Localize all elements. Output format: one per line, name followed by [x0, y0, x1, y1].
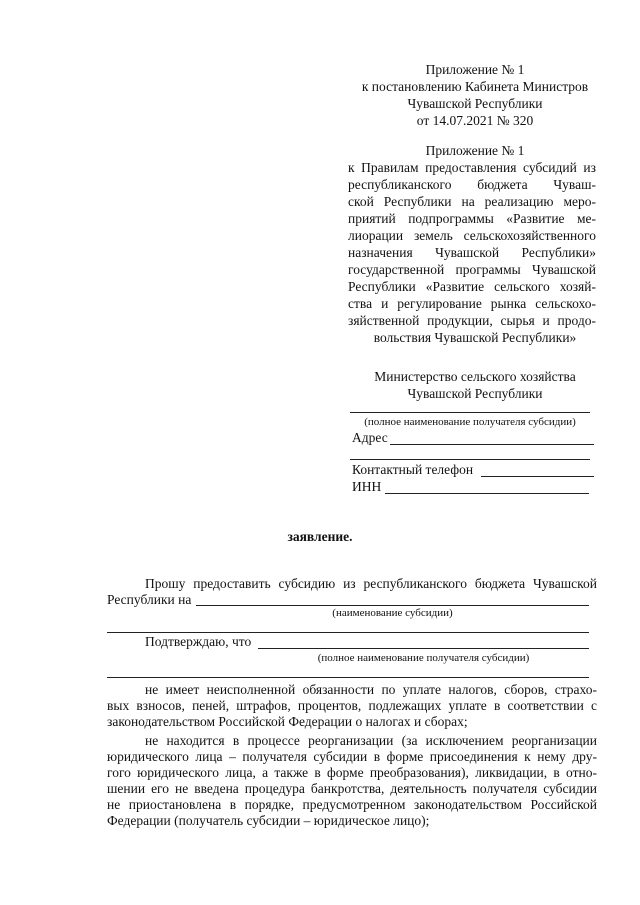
subsidy-name-caption: (наименование субсидии) — [332, 607, 453, 619]
rules-line: лиорации земель сельскохозяйственного — [348, 228, 596, 243]
rules-line: вольствия Чувашской Республики» — [373, 330, 577, 345]
inn-field[interactable] — [385, 493, 589, 494]
paragraph-line: вых взносов, пеней, штрафов, процентов, подлежащих уплате в соответствии с — [107, 698, 597, 713]
paragraph-line: законодательством Российской Федерации о налогах и сборах; — [107, 714, 468, 729]
rules-line: ской Республики на реализацию меро- — [348, 194, 596, 209]
paragraph-line: не находится в процессе реорганизации (за исключением реорганизации — [145, 733, 597, 748]
recipient-name-caption: (полное наименование получателя субсидии) — [364, 416, 576, 428]
recipient-confirm-field[interactable] — [258, 648, 589, 649]
rules-line: приятий подпрограммы «Развитие ме- — [348, 211, 596, 226]
phone-field[interactable] — [481, 476, 594, 477]
appendix-number: Приложение № 1 — [425, 62, 525, 77]
paragraph-line: не имеет неисполненной обязанности по уплате налогов, сборов, страхо- — [145, 682, 597, 697]
paragraph-line: шении его не введена процедура банкротства, деятельность получателя субсидии — [107, 781, 597, 796]
rules-line: республиканского бюджета Чуваш- — [348, 177, 596, 192]
rules-appendix-heading: Приложение № 1 — [425, 143, 525, 158]
rules-line: Республики «Развитие сельского хозяй- — [348, 279, 596, 294]
rules-line: ства и регулирование рынка сельскохо- — [348, 296, 596, 311]
subsidy-name-field-line2[interactable] — [107, 632, 589, 633]
rules-line: зяйственной продукции, сырья и продо- — [348, 313, 596, 328]
paragraph-line: не приостановлена в порядке, предусмотренном законодательством Российской — [107, 797, 597, 812]
appendix-date: от 14.07.2021 № 320 — [416, 113, 534, 128]
recipient-name-field[interactable] — [350, 412, 590, 413]
paragraph-line: Федерации (получатель субсидии – юридическое лицо); — [107, 813, 430, 828]
addressee-republic: Чувашской Республики — [407, 386, 543, 401]
recipient-confirm-field-line2[interactable] — [107, 677, 589, 678]
paragraph-line: юридического лица – получателя субсидии в форме присоединения к нему дру- — [107, 749, 597, 764]
rules-line: к Правилам предоставления субсидий из — [348, 160, 596, 175]
recipient-confirm-caption: (полное наименование получателя субсидии) — [317, 652, 530, 664]
request-label: Республики на — [107, 592, 192, 607]
rules-line: государственной программы Чувашской — [348, 262, 596, 277]
request-line: Прошу предоставить субсидию из республиканского бюджета Чувашской — [145, 576, 597, 591]
address-field[interactable] — [390, 444, 594, 445]
paragraph-line: гого юридического лица, а также в форме преобразования), ликвидации, в отно- — [107, 765, 597, 780]
confirm-label: Подтверждаю, что — [145, 634, 252, 649]
document-title: заявление. — [287, 529, 353, 544]
subsidy-name-field[interactable] — [196, 605, 589, 606]
rules-line: назначения Чувашской Республики» — [348, 245, 596, 260]
appendix-republic: Чувашской Республики — [407, 96, 543, 111]
address-label: Адрес — [352, 430, 388, 445]
addressee-ministry: Министерство сельского хозяйства — [374, 369, 576, 384]
appendix-resolution: к постановлению Кабинета Министров — [361, 79, 589, 94]
address-field-line2[interactable] — [350, 459, 590, 460]
inn-label: ИНН — [352, 479, 382, 494]
phone-label: Контактный телефон — [352, 462, 474, 477]
